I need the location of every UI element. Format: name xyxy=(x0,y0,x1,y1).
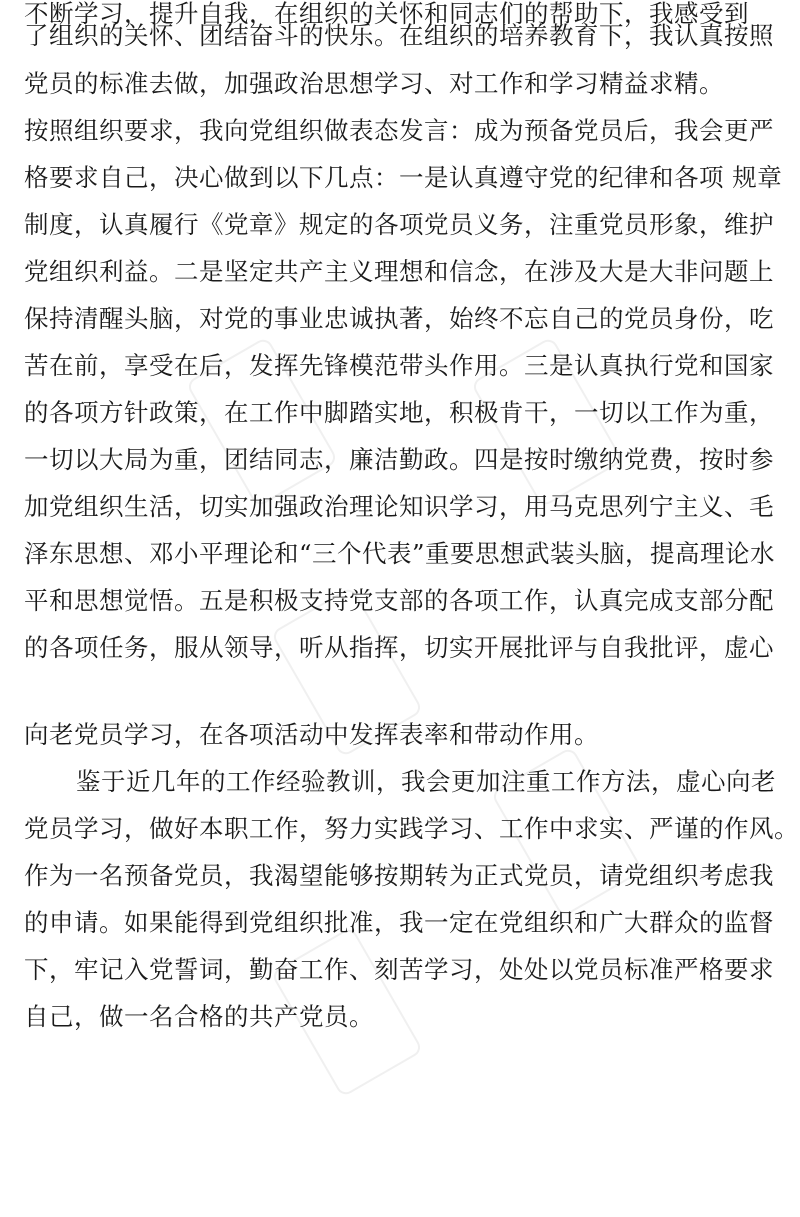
text-line: 泽东思想、邓小平理论和“三个代表”重要思想武装头脑，提高理论水 xyxy=(24,539,776,568)
text-line: 按照组织要求，我向党组织做表态发言：成为预备党员后，我会更严 xyxy=(24,116,774,145)
text-line: 党员学习，做好本职工作，努力实践学习、工作中求实、严谨的作风。 xyxy=(24,814,799,843)
text-line: 保持清醒头脑，对党的事业忠诚执著，始终不忘自己的党员身份，吃 xyxy=(24,304,774,333)
text-line: 格要求自己，决心做到以下几点：一是认真遵守党的纪律和各项 规章 xyxy=(24,163,783,192)
text-line: 向老党员学习，在各项活动中发挥表率和带动作用。 xyxy=(24,720,599,749)
text-line: 的申请。如果能得到党组织批准，我一定在党组织和广大群众的监督 xyxy=(24,908,774,937)
text-line: 下，牢记入党誓词，勤奋工作、刻苦学习，处处以党员标准严格要求 xyxy=(24,955,774,984)
text-line: 不断学习，提升自我，在组织的关怀和同志们的帮助下，我感受到 xyxy=(24,0,749,28)
text-line: 一切以大局为重，团结同志，廉洁勤政。四是按时缴纳党费，按时参 xyxy=(24,445,774,474)
text-line: 党组织利益。二是坚定共产主义理想和信念，在涉及大是大非问题上 xyxy=(24,257,774,286)
text-line: 鉴于近几年的工作经验教训，我会更加注重工作方法，虚心向老 xyxy=(76,767,776,796)
text-line: 党员的标准去做，加强政治思想学习、对工作和学习精益求精。 xyxy=(24,69,724,98)
text-line: 加党组织生活，切实加强政治理论知识学习，用马克思列宁主义、毛 xyxy=(24,492,774,521)
text-line: 的各项任务，服从领导，听从指挥，切实开展批评与自我批评，虚心 xyxy=(24,633,774,662)
text-line: 平和思想觉悟。五是积极支持党支部的各项工作，认真完成支部分配 xyxy=(24,586,774,615)
text-line: 制度，认真履行《党章》规定的各项党员义务，注重党员形象，维护 xyxy=(24,210,774,239)
text-line: 自己，做一名合格的共产党员。 xyxy=(24,1002,374,1031)
text-line: 的各项方针政策，在工作中脚踏实地，积极肯干，一切以工作为重， xyxy=(24,398,774,427)
text-line: 作为一名预备党员，我渴望能够按期转为正式党员，请党组织考虑我 xyxy=(24,861,774,890)
text-line: 了组织的关怀、团结奋斗的快乐。在组织的培养教育下，我认真按照 xyxy=(24,21,774,50)
text-line: 苦在前，享受在后，发挥先锋模范带头作用。三是认真执行党和国家 xyxy=(24,351,774,380)
